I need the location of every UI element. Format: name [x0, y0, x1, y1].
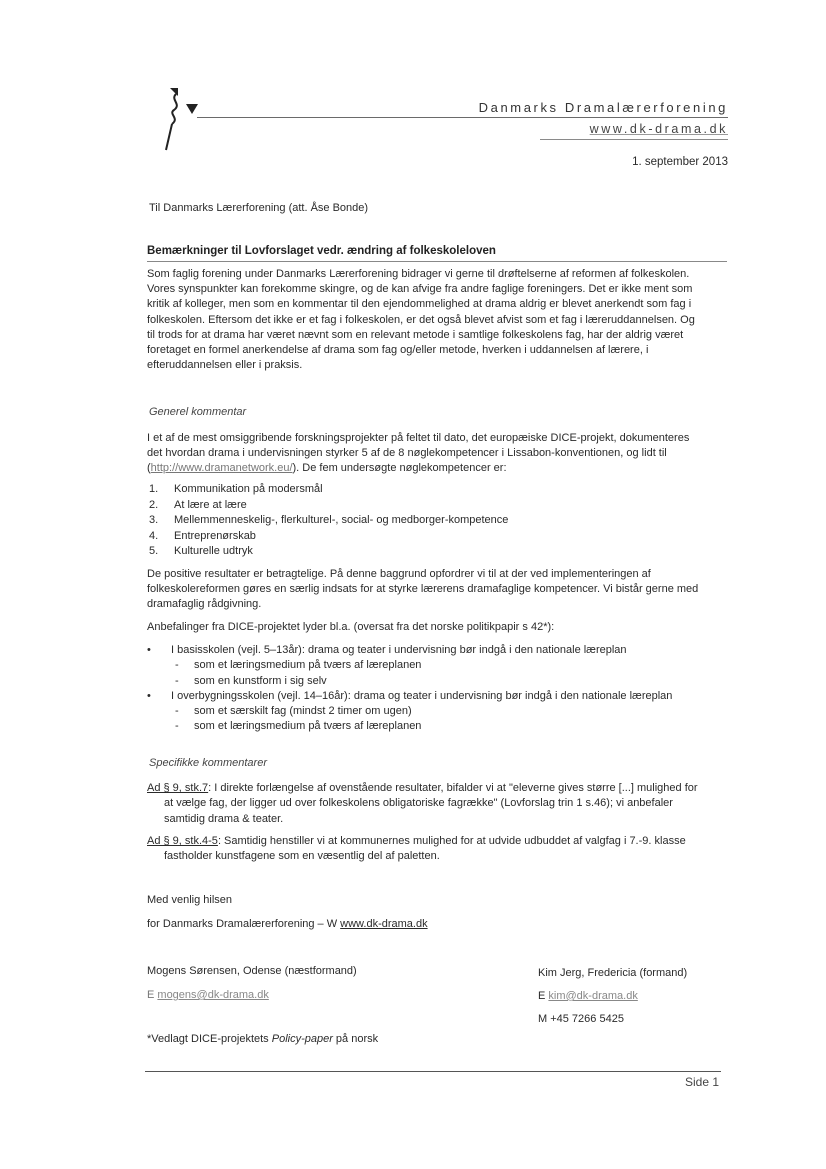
subject-rule: [147, 261, 727, 262]
intro-line: Som faglig forening under Danmarks Lærerforening bidrager vi gerne til drøftelserne af reformen af folkeskolen.: [147, 268, 690, 280]
results-line: De positive resultater er betragtelige. På denne baggrund opfordrer vi til at der ved implementeringen af: [147, 568, 651, 580]
dice-line: [147, 461, 737, 476]
list-item: - som et læringsmedium på tværs af læreplanen: [175, 659, 422, 672]
law-reference: Ad § 9, stk.4-5: [147, 835, 218, 847]
intro-line: efteruddannelsen eller i praksis.: [147, 359, 303, 372]
website-link[interactable]: www.dk-drama.dk: [340, 918, 428, 930]
email-link[interactable]: kim@dk-drama.dk: [548, 990, 638, 1002]
intro-line: folkeskolen. Eftersom det ikke er et fag i folkeskolen, er det også blevet afvist som et fag i læreruddannelsen. Og: [147, 313, 695, 326]
letter-date: 1. september 2013: [632, 156, 728, 168]
recommend-intro: Anbefalinger fra DICE-projektet lyder bl.a. (oversat fra det norske politikpapir s 42*):: [147, 621, 555, 633]
law-reference: Ad § 9, stk.7: [147, 782, 209, 794]
dice-line: I et af de mest omsiggribende forskningsprojekter på feltet til dato, det europæiske DICE-projekt, dokumenteres: [147, 432, 690, 444]
competence-list: [149, 482, 508, 560]
header-rule: [197, 117, 728, 118]
signature-name-right: Kim Jerg, Fredericia (formand): [538, 967, 688, 979]
footer-rule: [145, 1071, 721, 1072]
closing-greeting: Med venlig hilsen: [147, 894, 232, 906]
specific-comment: Ad § 9, stk.4-5: Samtidig henstiller vi at kommunernes mulighed for at udvide udbuddet af valgfag i 7.-9. klasse fastholder kunstfagene som en væsentlig del af paletten.: [147, 835, 686, 863]
signature-phone-right: M +45 7266 5425: [538, 1013, 624, 1025]
results-line: dramafaglig rådgivning.: [147, 598, 262, 611]
results-paragraph: [147, 567, 737, 613]
intro-line: Vores synspunkter kan forekomme skingre, og de kan afvige fra andre faglige foreningers. Det er ikke ment som: [147, 283, 693, 296]
intro-line: kritik af kolleger, men som en kommentar til den ejendommelighed at drama aldrig er blevet anerkendt som fag i: [147, 298, 692, 311]
closing-org-line: for Danmarks Dramalærerforening – W www.dk-drama.dk: [147, 918, 428, 930]
list-item: 4. Entreprenørskab: [149, 529, 256, 542]
paren-open: (: [147, 462, 151, 475]
dice-paragraph: [147, 431, 737, 477]
list-item: • I basisskolen (vejl. 5–13år): drama og teater i undervisning bør indgå i den nationale læreplan: [147, 644, 627, 656]
list-item: - som en kunstform i sig selv: [175, 674, 327, 687]
dice-line: det hvordan drama i undervisningen styrker 5 af de 8 nøglekompetencer i Lissabon-konventionen, og lidt til: [147, 447, 667, 460]
list-item: 5. Kulturelle udtryk: [149, 545, 253, 557]
signature-email-right: E kim@dk-drama.dk: [538, 990, 638, 1002]
intro-paragraph: [147, 267, 737, 373]
signature-email-left: E mogens@dk-drama.dk: [147, 989, 269, 1001]
list-item: • I overbygningsskolen (vejl. 14–16år): drama og teater i undervisning bør indgå i den nationale læreplan: [147, 689, 673, 702]
list-item: - som et særskilt fag (mindst 2 timer om ugen): [175, 705, 412, 718]
website-link[interactable]: www.dk-drama.dk: [589, 122, 728, 136]
page-number: Side 1: [684, 1075, 719, 1089]
intro-line: til trods for at drama har været nævnt som en relevant metode i samtlige folkeskolens fag, har der aldrig været: [147, 328, 684, 341]
recipient: Til Danmarks Lærerforening (att. Åse Bonde): [149, 202, 369, 214]
organization-name: Danmarks Dramalærerforening: [478, 100, 728, 115]
dice-link[interactable]: http://www.dramanetwork.eu/: [150, 462, 293, 475]
list-item: - som et læringsmedium på tværs af læreplanen: [175, 720, 422, 733]
general-comment-heading: Generel kommentar: [149, 406, 247, 418]
results-line: folkeskolereformen gøres en særlig indsats for at styrke lærerens dramafaglige kompetencer. Vi bistår gerne med: [147, 583, 699, 596]
email-link[interactable]: mogens@dk-drama.dk: [157, 989, 269, 1001]
footnote: *Vedlagt DICE-projektets Policy-paper på norsk: [147, 1033, 379, 1045]
specific-comment: Ad § 9, stk.7: I direkte forlængelse af ovenstående resultater, bifalder vi at "eleverne gives større [...] mulighed for at vælge fag, der ligger ud over folkeskolens obligatoriske fagrække" (Lovforslag trin 1 s.46); vi anbefaler samtidig drama & teater.: [147, 782, 698, 825]
specific-comments-heading: Specifikke kommentarer: [149, 757, 267, 769]
recommendation-list: [147, 643, 747, 735]
list-item: 2. At lære at lære: [149, 498, 247, 511]
header-rule-website: [540, 139, 728, 140]
signature-name-left: Mogens Sørensen, Odense (næstformand): [147, 965, 357, 977]
list-item: 1. Kommunikation på modersmål: [149, 483, 323, 495]
list-item: 3. Mellemmenneskelig-, flerkulturel-, social- og medborger-kompetence: [149, 514, 509, 526]
drama-masks-logo-icon: [160, 84, 204, 154]
intro-line: foretaget en formel anerkendelse af drama som fag og/eller metode, hverken i uddannelsen af lærere, i: [147, 344, 649, 357]
subject-heading: Bemærkninger til Lovforslaget vedr. ændring af folkeskoleloven: [147, 245, 496, 257]
dice-line-suffix: ). De fem undersøgte nøglekompetencer er:: [292, 462, 507, 475]
